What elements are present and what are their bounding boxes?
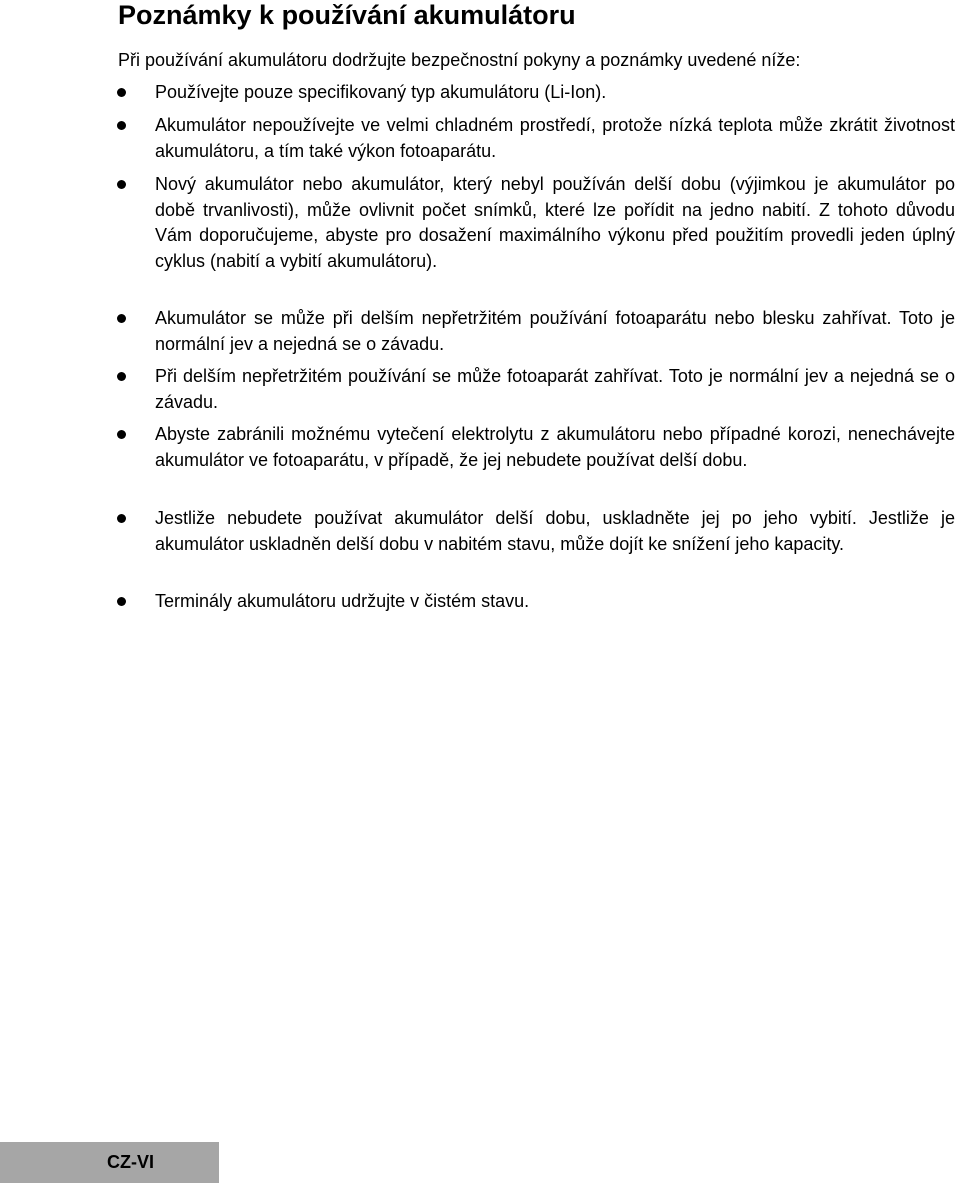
bullet-icon <box>117 597 126 606</box>
note-text: Akumulátor nepoužívejte ve velmi chladném prostředí, protože nízká teplota může zkrátit životnost akumulátoru, a tím také výkon fotoaparátu. <box>155 115 955 161</box>
bullet-icon <box>117 372 126 381</box>
bullet-icon <box>117 121 126 130</box>
list-item <box>0 172 960 274</box>
page-title: Poznámky k používání akumulátoru <box>118 0 576 30</box>
bullet-icon <box>117 180 126 189</box>
page-number: CZ-VI <box>107 1152 154 1172</box>
list-item <box>0 589 960 615</box>
list-item <box>0 364 960 415</box>
list-item <box>0 506 960 557</box>
note-text: Abyste zabránili možnému vytečení elektrolytu z akumulátoru nebo případné korozi, nenechávejte akumulátor ve fotoaparátu, v případě, že jej nebudete používat delší dobu. <box>155 424 955 470</box>
note-text: Nový akumulátor nebo akumulátor, který nebyl používán delší dobu (výjimkou je akumulátor po době trvanlivosti), může ovlivnit počet snímků, které lze pořídit na jedno nabití. Z tohoto důvodu Vám doporučujeme, abyste pro dosažení maximálního výkonu před použitím provedli jeden úplný cyklus (nabití a vybití akumulátoru). <box>155 174 955 271</box>
note-text: Akumulátor se může při delším nepřetržitém používání fotoaparátu nebo blesku zahřívat. Toto je normální jev a nejedná se o závadu. <box>155 308 955 354</box>
bullet-icon <box>117 430 126 439</box>
list-item <box>0 113 960 164</box>
note-text: Terminály akumulátoru udržujte v čistém stavu. <box>155 591 530 611</box>
bullet-icon <box>117 314 126 323</box>
list-item <box>0 306 960 357</box>
bullet-icon <box>117 514 126 523</box>
intro-text: Při používání akumulátoru dodržujte bezpečnostní pokyny a poznámky uvedené níže: <box>118 50 801 70</box>
list-item <box>0 80 960 106</box>
bullet-icon <box>117 88 126 97</box>
list-item <box>0 422 960 473</box>
note-text: Používejte pouze specifikovaný typ akumulátoru (Li-Ion). <box>155 82 607 102</box>
note-text: Při delším nepřetržitém používání se může fotoaparát zahřívat. Toto je normální jev a nejedná se o závadu. <box>155 366 955 412</box>
note-text: Jestliže nebudete používat akumulátor delší dobu, uskladněte jej po jeho vybití. Jestliže je akumulátor uskladněn delší dobu v nabitém stavu, může dojít ke snížení jeho kapacity. <box>155 508 955 554</box>
